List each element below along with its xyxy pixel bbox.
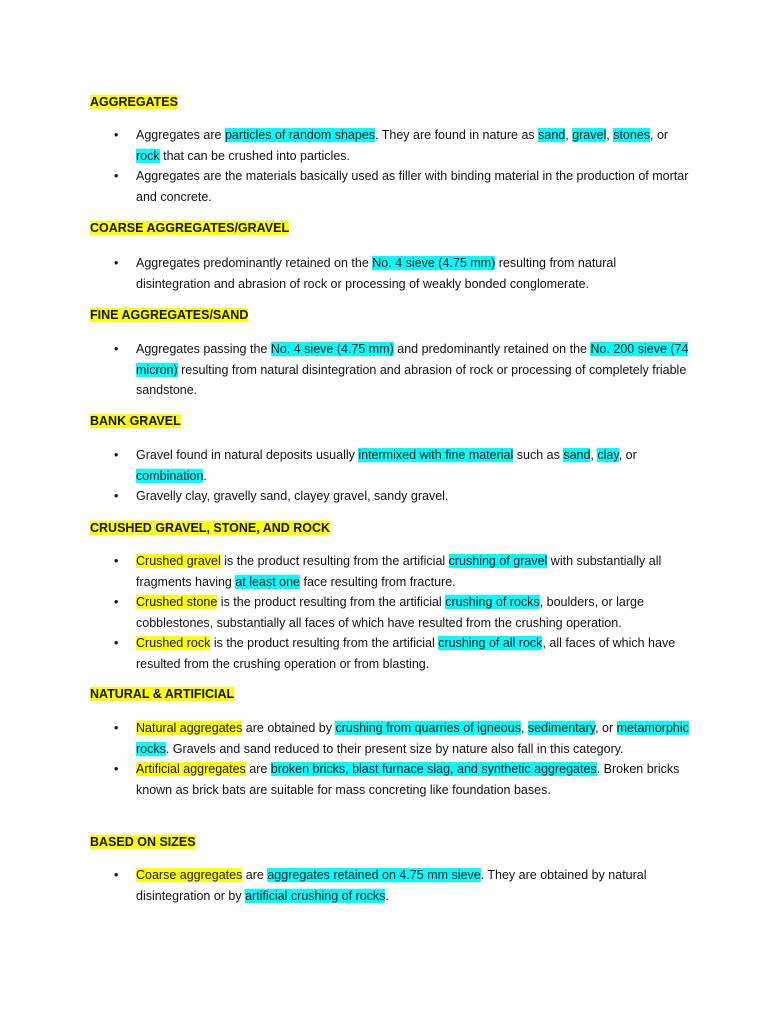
section-heading-fine-aggregates: FINE AGGREGATES/SAND <box>90 308 249 322</box>
section-list-fine-aggregates <box>90 339 690 401</box>
section-list-bank-gravel <box>90 445 690 507</box>
section-heading-based-on-sizes: BASED ON SIZES <box>90 835 196 849</box>
list-item: • Crushed stone is the product resulting from the artificial crushing of rocks, boulders, or large cobblestones, substantially all faces of which have resulted from the crushing operation. <box>90 592 690 633</box>
section-heading-natural-artificial: NATURAL & ARTIFICIAL <box>90 687 235 701</box>
list-item: • Artificial aggregates are broken bricks, blast furnace slag, and synthetic aggregates. Broken bricks known as brick bats are suitable for mass concreting like foundation bases. <box>90 759 690 800</box>
section-list-crushed <box>90 551 690 674</box>
list-item: • Crushed rock is the product resulting from the artificial crushing of all rock, all faces of which have resulted from the crushing operation or from blasting. <box>90 633 690 674</box>
list-item: • Natural aggregates are obtained by crushing from quarries of igneous, sedimentary, or metamorphic rocks. Gravels and sand reduced to their present size by nature also fall in this category. <box>90 718 690 759</box>
section-list-coarse-aggregates <box>90 253 690 294</box>
list-item: • Aggregates are particles of random shapes. They are found in nature as sand, gravel, stones, or rock that can be crushed into particles. <box>90 125 690 166</box>
list-item: • Crushed gravel is the product resulting from the artificial crushing of gravel with substantially all fragments having at least one face resulting from fracture. <box>90 551 690 592</box>
section-heading-aggregates: AGGREGATES <box>90 95 178 109</box>
section-heading-bank-gravel: BANK GRAVEL <box>90 414 181 428</box>
section-list-aggregates <box>90 125 690 207</box>
list-item: • Gravelly clay, gravelly sand, clayey gravel, sandy gravel. <box>90 486 690 507</box>
list-item: • Aggregates passing the No. 4 sieve (4.75 mm) and predominantly retained on the No. 200 sieve (74 micron) resulting from natural disintegration and abrasion of rock or processing of completely friable sandstone. <box>90 339 690 401</box>
section-list-based-on-sizes <box>90 865 690 906</box>
list-item: • Coarse aggregates are aggregates retained on 4.75 mm sieve. They are obtained by natural disintegration or by artificial crushing of rocks. <box>90 865 690 906</box>
section-list-natural-artificial <box>90 718 690 800</box>
list-item: • Gravel found in natural deposits usually intermixed with fine material such as sand, clay, or combination. <box>90 445 690 486</box>
section-heading-crushed: CRUSHED GRAVEL, STONE, AND ROCK <box>90 521 331 535</box>
list-item: • Aggregates predominantly retained on the No. 4 sieve (4.75 mm) resulting from natural disintegration and abrasion of rock or processing of weakly bonded conglomerate. <box>90 253 690 294</box>
section-heading-coarse-aggregates: COARSE AGGREGATES/GRAVEL <box>90 221 290 235</box>
list-item: • Aggregates are the materials basically used as filler with binding material in the production of mortar and concrete. <box>90 166 690 207</box>
